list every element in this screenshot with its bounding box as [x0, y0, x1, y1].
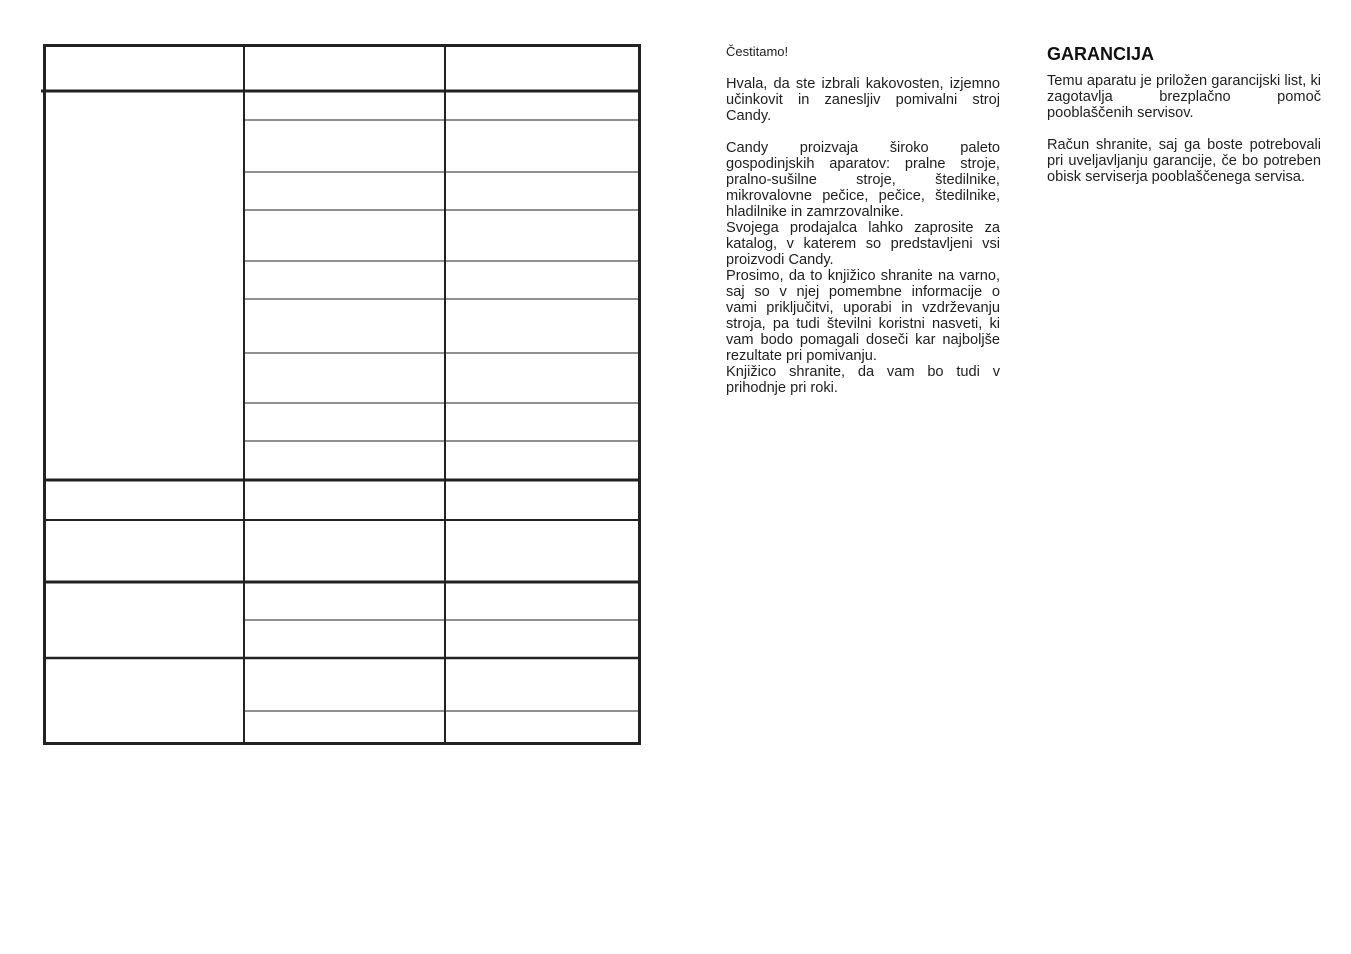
warranty-section — [1047, 44, 1321, 185]
intro-paragraph: Hvala, da ste izbrali kakovosten, izjemno učinkovit in zanesljiv pomivalni stroj Candy. — [726, 76, 1000, 124]
greeting: Čestitamo! — [726, 44, 789, 59]
intro-paragraph: Candy proizvaja široko paleto gospodinjskih aparatov: pralne stroje, pralno-sušilne stroje, štedilnike, mikrovalovne pečice, pečice, štedilnike, hladilnike in zamrzovalnike. — [726, 140, 1000, 220]
intro-paragraph: Knjižico shranite, da vam bo tudi v prihodnje pri roki. — [726, 364, 1000, 396]
warranty-paragraph: Temu aparatu je priložen garancijski list, ki zagotavlja brezplačno pomoč pooblaščenih servisov. — [1047, 73, 1321, 121]
table-grid — [43, 44, 641, 745]
warranty-paragraph: Račun shranite, saj ga boste potrebovali pri uveljavljanju garancije, če bo potreben obisk serviserja pooblaščenega servisa. — [1047, 137, 1321, 185]
intro-paragraph: Svojega prodajalca lahko zaprosite za katalog, v katerem so predstavljeni vsi proizvodi Candy. — [726, 220, 1000, 268]
table-border — [45, 46, 640, 744]
warranty-title: GARANCIJA — [1047, 44, 1155, 64]
intro-section — [726, 44, 1000, 396]
intro-paragraph: Prosimo, da to knjižico shranite na varno, saj so v njej pomembne informacije o vami priključitvi, uporabi in vzdrževanju stroja, pa tudi številni koristni nasveti, ki vam bodo pomagali doseči kar najboljše rezultate pri pomivanju. — [726, 268, 1000, 364]
empty-form-table — [43, 44, 641, 745]
